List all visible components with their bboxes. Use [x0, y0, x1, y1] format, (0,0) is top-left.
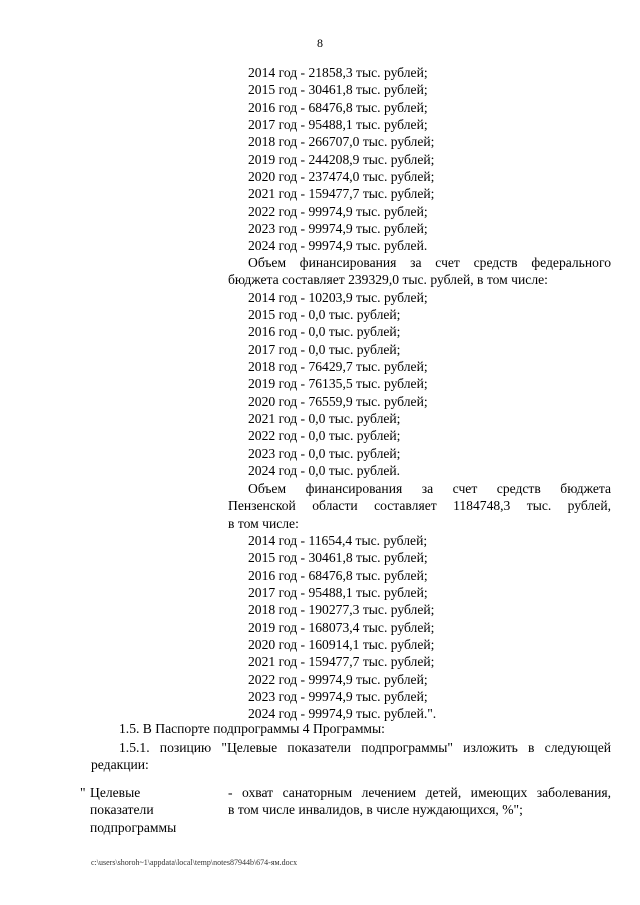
year-line: 2024 год - 99974,9 тыс. рублей.". — [248, 706, 437, 722]
label-line: подпрограммы — [90, 819, 177, 835]
year-line: 2016 год - 68476,8 тыс. рублей; — [248, 99, 428, 115]
amendment-paragraph-1-5-1 — [91, 739, 611, 774]
year-line: 2016 год - 68476,8 тыс. рублей; — [248, 567, 428, 583]
value-line: - охват санаторным лечением детей, имеющих заболевания, — [228, 785, 611, 800]
regional-intro-line: в том числе: — [228, 515, 299, 531]
open-quote: " — [80, 785, 86, 800]
page-number: 8 — [317, 36, 323, 50]
year-line: 2018 год - 190277,3 тыс. рублей; — [248, 602, 435, 618]
year-line: 2017 год - 95488,1 тыс. рублей; — [248, 585, 428, 601]
year-line: 2015 год - 30461,8 тыс. рублей; — [248, 82, 428, 98]
year-line: 2023 год - 99974,9 тыс. рублей; — [248, 221, 428, 237]
year-line: 2022 год - 0,0 тыс. рублей; — [248, 428, 401, 444]
federal-intro-line: Объем финансирования за счет средств федерального — [248, 255, 611, 270]
value-line: в том числе инвалидов, в числе нуждающихся, %"; — [228, 802, 523, 818]
year-line: 2014 год - 10203,9 тыс. рублей; — [248, 289, 428, 305]
year-line: 2023 год - 0,0 тыс. рублей; — [248, 445, 401, 461]
year-line: 2019 год - 168073,4 тыс. рублей; — [248, 619, 435, 635]
regional-intro-line: Объем финансирования за счет средств бюджета — [248, 481, 611, 496]
year-line: 2019 год - 244208,9 тыс. рублей; — [248, 151, 435, 167]
year-line: 2020 год - 160914,1 тыс. рублей; — [248, 637, 435, 653]
year-line: 2020 год - 76559,9 тыс. рублей; — [248, 393, 428, 409]
year-line: 2016 год - 0,0 тыс. рублей; — [248, 324, 401, 340]
year-line: 2022 год - 99974,9 тыс. рублей; — [248, 203, 428, 219]
year-line: 2014 год - 11654,4 тыс. рублей; — [248, 533, 428, 549]
year-line: 2018 год - 266707,0 тыс. рублей; — [248, 134, 435, 150]
year-line: 2024 год - 99974,9 тыс. рублей. — [248, 238, 428, 254]
indicator-value — [228, 784, 611, 819]
year-line: 2023 год - 99974,9 тыс. рублей; — [248, 689, 428, 705]
year-line: 2017 год - 0,0 тыс. рублей; — [248, 341, 401, 357]
year-line: 2021 год - 0,0 тыс. рублей; — [248, 411, 401, 427]
year-line: 2021 год - 159477,7 тыс. рублей; — [248, 186, 435, 202]
file-path-footer: c:\users\shoroh~1\appdata\local\temp\notes87944b\674-ям.docx — [91, 858, 298, 867]
year-line: 2019 год - 76135,5 тыс. рублей; — [248, 376, 428, 392]
year-line: 2014 год - 21858,3 тыс. рублей; — [248, 65, 428, 80]
federal-funding — [228, 254, 611, 479]
year-line: 2015 год - 30461,8 тыс. рублей; — [248, 550, 428, 566]
regional-intro-line: Пензенской области составляет 1184748,3 тыс. рублей, — [228, 498, 611, 514]
label-line: показатели — [90, 802, 154, 818]
year-line: 2018 год - 76429,7 тыс. рублей; — [248, 359, 428, 375]
year-line: 2021 год - 159477,7 тыс. рублей; — [248, 654, 435, 670]
year-line: 2015 год - 0,0 тыс. рублей; — [248, 307, 401, 323]
regional-funding — [228, 480, 611, 723]
year-line: 2017 год - 95488,1 тыс. рублей; — [248, 117, 428, 133]
amendment-text: 1.5.1. позицию "Целевые показатели подпрограммы" изложить в следующей — [119, 740, 611, 755]
label-line: Целевые — [90, 785, 141, 800]
year-line: 2024 год - 0,0 тыс. рублей. — [248, 463, 401, 479]
amendment-paragraph-1-5 — [91, 720, 611, 737]
total-funding-by-year — [228, 64, 611, 255]
amendment-text: редакции: — [91, 757, 149, 773]
indicator-label — [90, 784, 220, 836]
year-line: 2020 год - 237474,0 тыс. рублей; — [248, 169, 435, 185]
federal-intro-line: бюджета составляет 239329,0 тыс. рублей, в том числе: — [228, 272, 548, 288]
amendment-text: 1.5. В Паспорте подпрограммы 4 Программы: — [119, 721, 385, 736]
year-line: 2022 год - 99974,9 тыс. рублей; — [248, 671, 428, 687]
